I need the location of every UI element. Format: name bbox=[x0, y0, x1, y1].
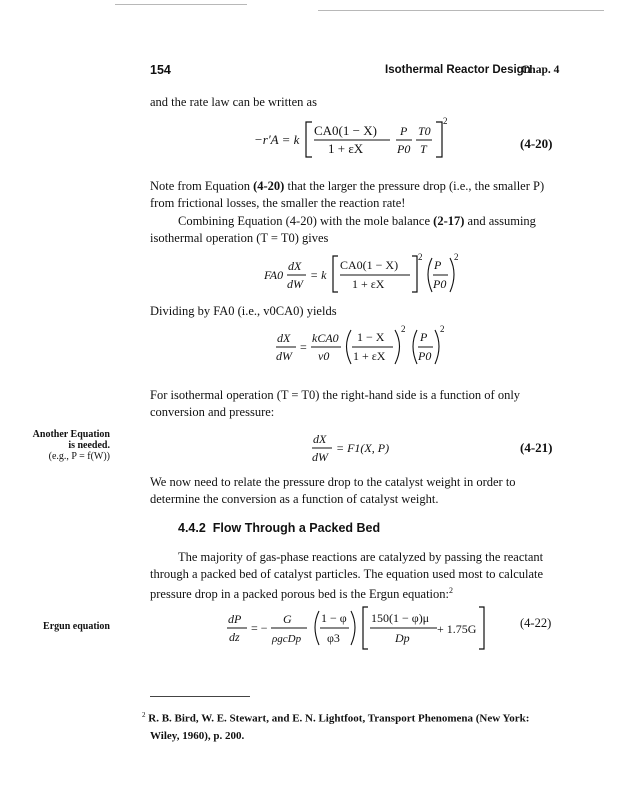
eq-mb-exp2: 2 bbox=[454, 252, 459, 262]
margin-note-another-equation: Another Equation is needed. (e.g., P = f(W)) bbox=[32, 429, 110, 462]
paragraph-6-line-2: determine the conversion as a function of catalyst weight. bbox=[150, 492, 439, 506]
eq-mb-fa0: FA0 bbox=[264, 268, 284, 282]
paragraph-4: Dividing by FA0 (i.e., v0CA0) yields bbox=[150, 304, 337, 318]
equation-4-20 bbox=[250, 112, 450, 162]
equation-divided bbox=[275, 322, 455, 370]
paragraph-2: Note from Equation (4-20) that the larger the pressure drop (i.e., the smaller P) bbox=[150, 179, 545, 193]
eq-4-20-t0: T0 bbox=[418, 124, 431, 138]
eq-4-21-dx: dX bbox=[313, 432, 327, 446]
eq-div-p: P bbox=[420, 330, 428, 344]
eq-4-22-g: G bbox=[283, 612, 292, 626]
page-number: 154 bbox=[150, 63, 171, 77]
paragraph-7-line-3: pressure drop in a packed porous bed is the Ergun equation:$^2$ bbox=[150, 586, 453, 602]
eq-mb-den: 1 + εX bbox=[352, 277, 385, 291]
paragraph-7: The majority of gas-phase reactions are catalyzed by passing the reactant bbox=[178, 550, 544, 564]
eq-mb-p: P bbox=[434, 258, 442, 272]
eq-div-p0: P0 bbox=[418, 349, 432, 363]
paragraph-5-line-2: conversion and pressure: bbox=[150, 405, 275, 419]
eq-div-dw: dW bbox=[276, 349, 292, 363]
eq-4-20-den: 1 + εX bbox=[328, 141, 364, 156]
eq-4-21-dw: dW bbox=[312, 450, 328, 464]
eq-mb-exp1: 2 bbox=[418, 252, 423, 262]
eq-4-21-rhs: = F1(X, P) bbox=[336, 441, 390, 455]
eq-4-22-den: ρgcDp bbox=[272, 633, 302, 645]
eq-mb-dw: dW bbox=[287, 277, 303, 291]
paragraph-3: Combining Equation (4-20) with the mole balance (2-17) and assuming bbox=[178, 214, 536, 228]
equation-number-4-21: (4-21) bbox=[520, 440, 553, 455]
eq-4-22-num2: 1 − φ bbox=[321, 611, 347, 625]
eq-div-dx: dX bbox=[277, 331, 291, 345]
equation-number-4-22: (4-22) bbox=[520, 616, 552, 630]
eq-mb-p0: P0 bbox=[433, 277, 447, 291]
eq-4-22-dp: dP bbox=[228, 612, 242, 626]
paragraph-2-line-2: from frictional losses, the smaller the reaction rate! bbox=[150, 196, 406, 210]
footnote-rule bbox=[150, 696, 250, 697]
paragraph-1: and the rate law can be written as bbox=[150, 95, 317, 109]
paragraph-7-line-2: through a packed bed of catalyst particles. The equation used most to calculate bbox=[150, 567, 544, 581]
eq-div-den: 1 + εX bbox=[353, 349, 386, 363]
eq-div-v0: v0 bbox=[318, 349, 330, 363]
eq-4-22-tail: + 1.75G bbox=[437, 622, 477, 636]
eq-4-20-lhs: −r′A = k bbox=[254, 132, 300, 147]
eq-4-20-exp: 2 bbox=[443, 116, 448, 126]
section-heading: 4.4.2 Flow Through a Packed Bed bbox=[178, 521, 381, 535]
eq-4-22-den2: φ3 bbox=[327, 631, 340, 645]
paragraph-6: We now need to relate the pressure drop to the catalyst weight in order to bbox=[150, 475, 516, 489]
equation-mole-balance bbox=[262, 250, 462, 298]
eq-mb-dx: dX bbox=[288, 259, 302, 273]
eq-mb-k: = k bbox=[310, 268, 327, 282]
eq-div-num: 1 − X bbox=[357, 330, 385, 344]
eq-div-kc: kCA0 bbox=[312, 331, 339, 345]
footnote: $^2$ R. B. Bird, W. E. Stewart, and E. N. Lightfoot, Transport Phenomena (New York: Wiley, 1960), p. 200. bbox=[142, 711, 530, 742]
eq-4-20-num: CA0(1 − X) bbox=[314, 123, 377, 138]
top-rule-right bbox=[318, 10, 604, 11]
paragraph-5: For isothermal operation (T = T0) the right-hand side is a function of only bbox=[150, 388, 521, 402]
eq-4-22-den3: Dp bbox=[395, 631, 410, 645]
paragraph-3-line-2: isothermal operation (T = T0) gives bbox=[150, 231, 329, 245]
eq-mb-num: CA0(1 − X) bbox=[340, 258, 399, 272]
eq-4-22-dz: dz bbox=[229, 630, 240, 644]
eq-4-22-num3: 150(1 − φ)μ bbox=[371, 611, 430, 625]
eq-4-20-p: P bbox=[400, 124, 408, 138]
equation-4-21 bbox=[310, 427, 430, 471]
svg-text:=: = bbox=[300, 340, 307, 354]
eq-div-exp1: 2 bbox=[401, 324, 406, 334]
eq-div-exp2: 2 bbox=[440, 324, 445, 334]
equation-number-4-20: (4-20) bbox=[520, 136, 553, 151]
eq-4-20-p0: P0 bbox=[397, 142, 411, 156]
svg-text:= −: = − bbox=[251, 621, 268, 635]
margin-note-ergun: Ergun equation bbox=[43, 621, 110, 632]
chapter-label: Chap. 4 bbox=[521, 64, 560, 76]
eq-4-20-t: T bbox=[420, 142, 427, 156]
top-rule-left bbox=[115, 4, 247, 5]
equation-4-22 bbox=[225, 603, 485, 651]
running-title: Isothermal Reactor Design bbox=[385, 64, 531, 76]
